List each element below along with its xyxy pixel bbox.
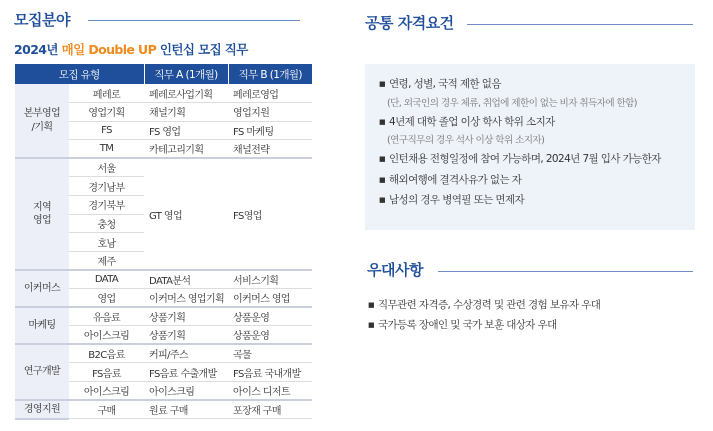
qualifications-box [365, 64, 695, 230]
bullet-icon: ■ [379, 196, 386, 204]
job-b-cell: 영업지원 [228, 103, 312, 122]
bullet-icon: ■ [379, 175, 386, 184]
job-b-cell: 포장재 구매 [228, 400, 312, 419]
job-b-cell: FS영업 [228, 158, 312, 270]
category-label: 경영지원 [23, 403, 61, 415]
job-b-cell: 이커머스 영업 [228, 289, 312, 308]
qualification-text: 해외여행에 결격사유가 없는 자 [389, 173, 522, 186]
job-a-cell: 상품기획 [144, 307, 228, 326]
qualification-text: 인턴채용 전형일정에 참여 가능하며, 2024년 7월 입사 가능한자 [389, 153, 661, 165]
job-b-cell: 채널전략 [228, 140, 312, 159]
sub-category: 아이스크림 [69, 382, 144, 401]
sub-category: 경기남부 [69, 177, 144, 196]
qualification-text: 남성의 경우 병역필 또는 면제자 [389, 194, 525, 206]
recruit-roles-table [15, 64, 312, 420]
benefit-item [368, 315, 600, 335]
qualifications-title: 공통 자격요건 [365, 14, 454, 32]
qualification-note: (연구직무의 경우 석사 이상 학위 소지자) [387, 135, 545, 146]
job-b-cell: 서비스기획 [228, 270, 312, 289]
bullet-icon: ■ [379, 155, 386, 163]
job-b-cell: 곡물 [228, 344, 312, 363]
subtitle-suffix: 인턴십 모집 직무 [156, 42, 248, 57]
header-job-b: 직무 B (1개월) [228, 64, 312, 84]
category-label: 본부영업 /기획 [23, 108, 61, 133]
table-header-row [15, 64, 312, 84]
benefits-divider [438, 271, 693, 272]
sub-category: B2C음료 [69, 344, 144, 363]
table-subtitle [14, 40, 248, 58]
job-a-cell: 페레로사업기획 [144, 84, 228, 103]
header-type: 모집 유형 [15, 64, 144, 84]
recruit-field-divider [88, 20, 300, 21]
sub-category: 경기북부 [69, 196, 144, 215]
qualification-note: (단, 외국인의 경우 체류, 취업에 제한이 없는 비자 취득자에 한함) [387, 97, 637, 109]
sub-category: 영업 [69, 289, 144, 308]
category-label: 이커머스 [23, 282, 61, 294]
job-b-cell: FS음료 국내개발 [228, 363, 312, 382]
sub-category: TM [69, 140, 144, 159]
benefit-item [368, 295, 600, 315]
qualification-item [379, 112, 695, 133]
sub-category: 아이스크림 [69, 326, 144, 345]
bullet-icon: ■ [379, 117, 386, 126]
sub-category: FS음료 [69, 363, 144, 382]
sub-category: 유음료 [69, 307, 144, 326]
header-job-a: 직무 A (1개월) [144, 64, 228, 84]
table-row [15, 84, 312, 103]
job-a-cell: 카테고리기획 [144, 140, 228, 159]
category-ecommerce [15, 270, 69, 307]
bullet-icon: ■ [379, 80, 386, 88]
table-row [15, 307, 312, 326]
sub-category: 영업기획 [69, 103, 144, 122]
job-b-cell: 아이스 디저트 [228, 382, 312, 401]
category-label: 지역 영업 [32, 201, 52, 227]
job-b-cell: 페레로영업 [228, 84, 312, 103]
sub-category: 서울 [69, 158, 144, 177]
job-b-cell: 상품운영 [228, 307, 312, 326]
subtitle-year: 2024년 [14, 42, 62, 57]
benefit-text: 국가등록 장애인 및 국가 보훈 대상자 우대 [378, 319, 557, 331]
benefits-list [368, 295, 600, 335]
table-row [15, 270, 312, 289]
category-label: 연구개발 [23, 366, 61, 378]
job-a-cell: 커피/주스 [144, 344, 228, 363]
subtitle-highlight: 매일 Double UP [61, 42, 157, 57]
category-management [15, 400, 69, 419]
qualifications-list [379, 74, 695, 211]
job-a-cell: 상품기획 [144, 326, 228, 345]
sub-category: 제주 [69, 251, 144, 270]
sub-category: 구매 [69, 400, 144, 419]
table-row [15, 158, 312, 177]
qualifications-divider [467, 24, 693, 25]
table-row [15, 344, 312, 363]
bullet-icon: ■ [368, 301, 375, 309]
job-a-cell: 아이스크림 [144, 382, 228, 401]
sub-category: 페레로 [69, 84, 144, 103]
recruit-field-title: 모집분야 [14, 11, 70, 29]
sub-category: 충청 [69, 214, 144, 233]
job-a-cell: 채널기획 [144, 103, 228, 122]
job-b-cell: FS 마케팅 [228, 121, 312, 140]
job-a-cell: FS 영업 [144, 121, 228, 140]
category-label: 마케팅 [28, 319, 56, 331]
category-research [15, 344, 69, 400]
qualification-item [379, 149, 695, 170]
category-bonbu [15, 84, 69, 158]
job-a-cell: FS음료 수출개발 [144, 363, 228, 382]
bullet-icon: ■ [368, 321, 375, 329]
benefit-text: 직무관련 자격증, 수상경력 및 관련 경험 보유자 우대 [378, 299, 601, 311]
job-a-cell: 원료 구매 [144, 400, 228, 419]
benefits-title: 우대사항 [367, 261, 423, 279]
table-row [15, 400, 312, 419]
sub-category: DATA [69, 270, 144, 289]
job-a-cell: 이커머스 영업기획 [144, 289, 228, 308]
sub-category: FS [69, 121, 144, 140]
job-a-cell: GT 영업 [144, 158, 228, 270]
sub-category: 호남 [69, 233, 144, 252]
qualification-item [379, 190, 695, 211]
job-b-cell: 상품운영 [228, 326, 312, 345]
category-jiyeok [15, 158, 69, 270]
job-a-cell: DATA분석 [144, 270, 228, 289]
qualification-item [379, 170, 695, 191]
category-marketing [15, 307, 69, 344]
qualification-text: 연령, 성별, 국적 제한 없음 [389, 78, 501, 90]
qualification-text: 4년제 대학 졸업 이상 학사 학위 소지자 [389, 115, 555, 128]
qualification-item [379, 74, 695, 95]
